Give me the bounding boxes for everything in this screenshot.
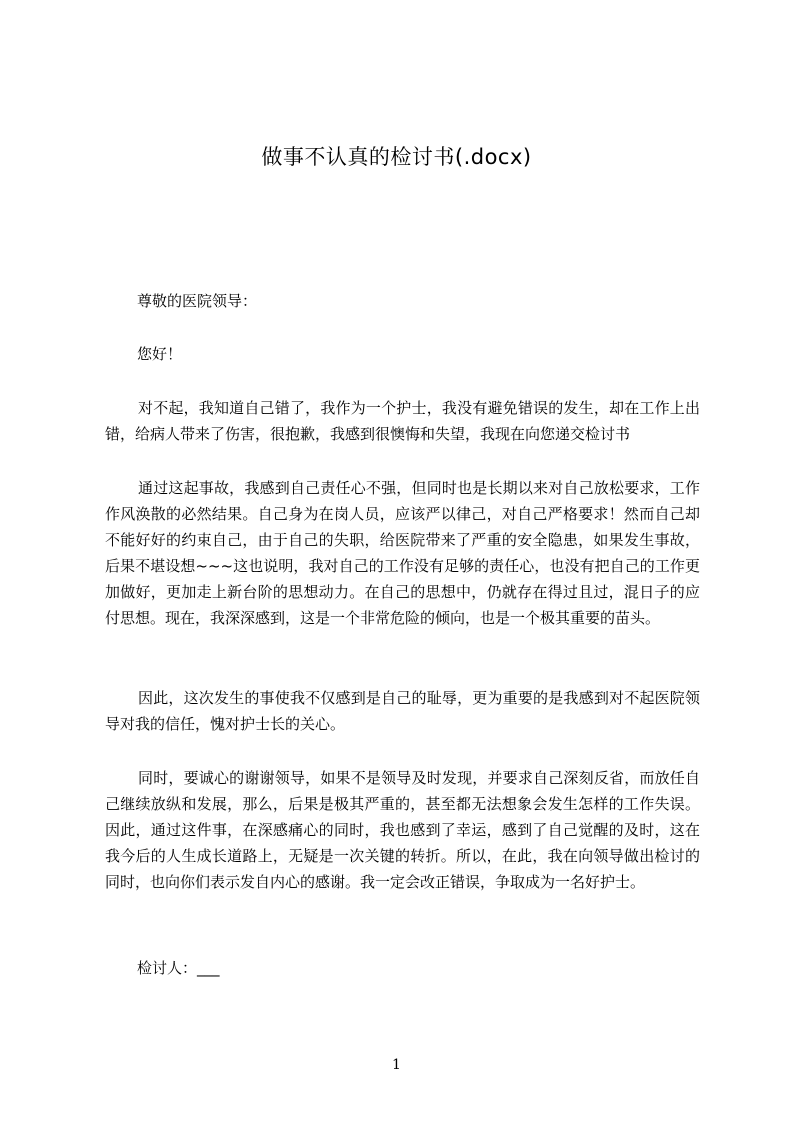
- paragraph-shame: 因此，这次发生的事使我不仅感到是自己的耻辱，更为重要的是我感到对不起医院领导对我的信任，愧对护士长的关心。: [105, 689, 700, 733]
- document-title: 做事不认真的检讨书(.docx): [261, 145, 532, 169]
- paragraph-reflection: 通过这起事故，我感到自己责任心不强，但同时也是长期以来对自己放松要求，工作作风涣散的必然结果。自己身为在岗人员，应该严以律己，对自己严格要求！然而自己却不能好好的约束自己，由于自己的失职，给医院带来了严重的安全隐患，如果发生事故，后果不堪设想~~~这也说明，我对自己的工作没有足够的责任心，也没有把自己的工作更加做好，更加走上新台阶的思想动力。在自己的思想中，仍就存在得过且过，混日子的应付思想。现在，我深深感到，这是一个非常危险的倾向，也是一个极其重要的苗头。: [105, 479, 700, 627]
- salutation: 尊敬的医院领导：: [137, 292, 258, 310]
- paragraph-apology: 对不起，我知道自己错了，我作为一个护士，我没有避免错误的发生，却在工作上出错，给病人带来了伤害，很抱歉，我感到很懊悔和失望，我现在向您递交检讨书: [105, 399, 700, 443]
- page-number: 1: [392, 1057, 401, 1073]
- paragraph-gratitude: 同时，要诚心的谢谢领导，如果不是领导及时发现，并要求自己深刻反省，而放任自己继续放纵和发展，那么，后果是极其严重的，甚至都无法想象会发生怎样的工作失误。因此，通过这件事，在深感痛心的同时，我也感到了幸运，感到了自己觉醒的及时，这在我今后的人生成长道路上，无疑是一次关键的转折。所以，在此，我在向领导做出检讨的同时，也向你们表示发自内心的感谢。我一定会改正错误，争取成为一名好护士。: [105, 769, 700, 891]
- greeting: 您好！: [137, 345, 183, 363]
- signature-line: 检讨人：___: [137, 959, 220, 977]
